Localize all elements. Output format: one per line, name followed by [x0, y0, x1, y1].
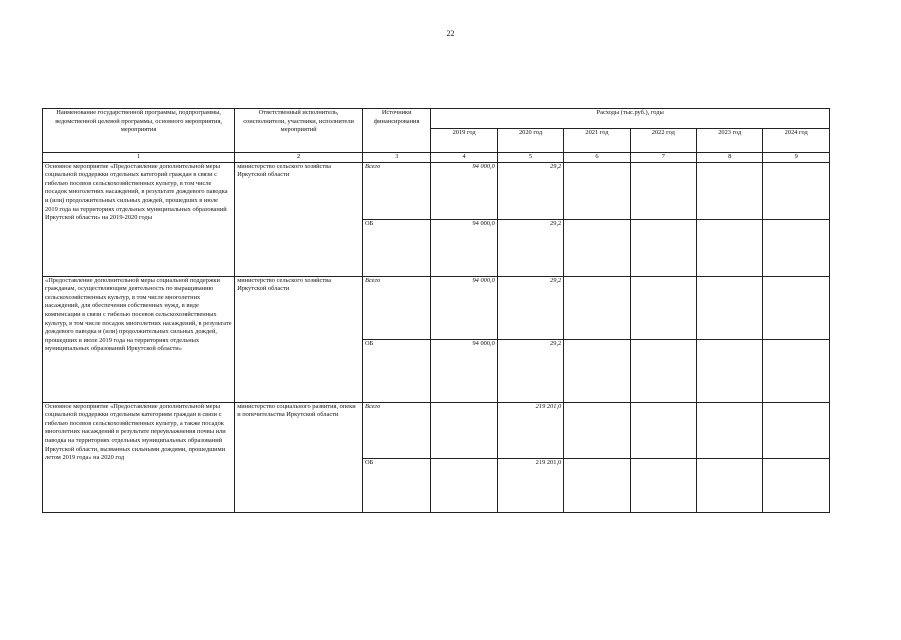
- source-ob: ОБ: [363, 219, 431, 276]
- column-numbers-row: [43, 153, 830, 163]
- amount-2020: 29,2: [497, 219, 563, 276]
- source-total: Всего: [363, 276, 431, 339]
- amount-2019: 94 000,0: [431, 162, 497, 219]
- header-year: 2024 год: [763, 129, 830, 153]
- executor: министерство социального развития, опеки и попечительства Иркутской области: [235, 402, 363, 512]
- column-number: 7: [630, 153, 696, 163]
- amount-2019: 94 000,0: [431, 339, 497, 402]
- executor: министерство сельского хозяйства Иркутской области: [235, 162, 363, 276]
- header-name: Наименование государственной программы, подпрограммы, ведомственной целевой программы, основного мероприятия, мероприятия: [43, 109, 235, 153]
- column-number: 4: [431, 153, 497, 163]
- amount-2019: [431, 458, 497, 512]
- page-number: 22: [446, 29, 455, 38]
- header-year: 2021 год: [564, 129, 630, 153]
- source-total: Всего: [363, 402, 431, 458]
- table-row: [43, 162, 830, 219]
- budget-table: [42, 108, 830, 513]
- column-number: 6: [564, 153, 630, 163]
- activity-name: Основное мероприятие «Предоставление дополнительной меры социальной поддержки отдельных категорий граждан в связи с гибелью посевов сельскохозяйственных культур, в том числе посадок многолетних насаждений, в результате дождевого паводка и (или) продолжительных сильных дождей, прошедших в июле 2019 года на территориях отдельных муниципальных образований Иркутской области» на 2019-2020 годы: [43, 162, 235, 276]
- header-year: 2022 год: [630, 129, 696, 153]
- header-sources: Источники финансирования: [363, 109, 431, 153]
- amount-2020: 219 201,0: [497, 402, 563, 458]
- source-ob: ОБ: [363, 458, 431, 512]
- column-number: 3: [363, 153, 431, 163]
- header-year: 2020 год: [497, 129, 563, 153]
- activity-name: Основное мероприятие «Предоставление дополнительной меры социальной поддержки отдельным категориям граждан в связи с гибелью посевов сельскохозяйственных культур, а также посадок многолетних насаждений в результате переувлажнения почвы или паводка на территориях отдельных муниципальных образований Иркутской области, вызванных сильными дождями, прошедшими летом 2019 года» на 2020 год: [43, 402, 235, 512]
- header-executor: Ответственный исполнитель, соисполнители, участники, исполнители мероприятий: [235, 109, 363, 153]
- executor: министерство сельского хозяйства Иркутской области: [235, 276, 363, 402]
- column-number: 8: [697, 153, 763, 163]
- column-number: 9: [763, 153, 830, 163]
- table-row: [43, 402, 830, 458]
- amount-2020: 219 201,0: [497, 458, 563, 512]
- amount-2020: 29,2: [497, 339, 563, 402]
- source-total: Всего: [363, 162, 431, 219]
- header-year: 2019 год: [431, 129, 497, 153]
- column-number: 1: [43, 153, 235, 163]
- header-year: 2023 год: [697, 129, 763, 153]
- amount-2019: [431, 402, 497, 458]
- activity-name: «Предоставление дополнительной меры социальной поддержки гражданам, осуществляющим деятельность по выращиванию сельскохозяйственных культур, в том числе многолетних насаждений, для обеспечения собственных нужд, в виде компенсации в связи с гибелью посевов сельскохозяйственных культур, в том числе посадок многолетних насаждений, в результате дождевого паводка и (или) продолжительных сильных дождей, прошедших в июле 2019 года на территориях отдельных муниципальных образований Иркутской области»: [43, 276, 235, 402]
- column-number: 5: [497, 153, 563, 163]
- amount-2020: 29,2: [497, 162, 563, 219]
- source-ob: ОБ: [363, 339, 431, 402]
- amount-2019: 94 000,0: [431, 276, 497, 339]
- column-number: 2: [235, 153, 363, 163]
- header-expenses: Расходы (тыс.руб.), годы: [431, 109, 830, 129]
- amount-2019: 94 000,0: [431, 219, 497, 276]
- amount-2020: 29,2: [497, 276, 563, 339]
- table-row: [43, 276, 830, 339]
